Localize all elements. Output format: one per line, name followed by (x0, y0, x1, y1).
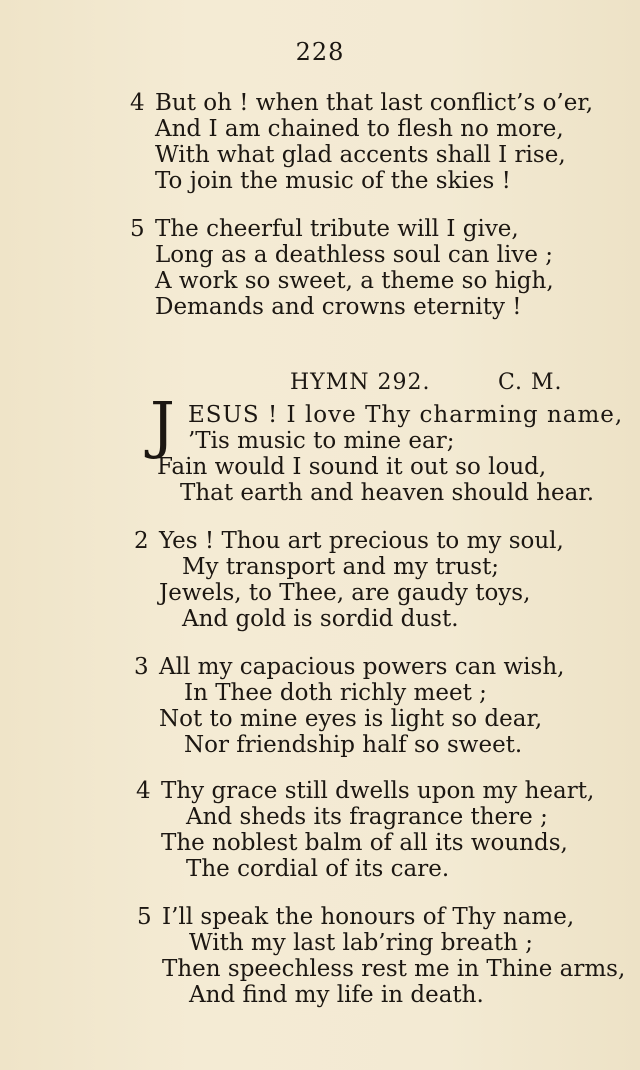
verse-line: And I am chained to flesh no more, (155, 116, 564, 142)
verse-line: Long as a deathless soul can live ; (155, 242, 554, 268)
verse-line: My transport and my trust; (182, 554, 500, 580)
verse-line: Thy grace still dwells upon my heart, (161, 778, 595, 804)
verse-line: But oh ! when that last conflict’s o’er, (155, 90, 594, 116)
verse-number: 5 (130, 216, 145, 242)
verse-line: To join the music of the skies ! (155, 168, 511, 194)
verse-line: And gold is sordid dust. (182, 606, 459, 632)
verse-line: ’Tis music to mine ear; (188, 428, 455, 454)
verse-number: 4 (136, 778, 151, 804)
verse-line: Yes ! Thou art precious to my soul, (159, 528, 564, 554)
verse-number: 2 (134, 528, 149, 554)
verse-line: Jewels, to Thee, are gaudy toys, (159, 580, 531, 606)
verse-line: And sheds its fragrance there ; (186, 804, 548, 830)
verse-number: 3 (134, 654, 149, 680)
verse-line: Nor friendship half so sweet. (184, 732, 523, 758)
verse-number: 5 (137, 904, 152, 930)
verse-line: Then speechless rest me in Thine arms, (162, 956, 626, 982)
verse-line: Not to mine eyes is light so dear, (159, 706, 543, 732)
verse-line: With my last lab’ring breath ; (189, 930, 533, 956)
verse-line: Demands and crowns eternity ! (155, 294, 522, 320)
verse-line: A work so sweet, a theme so high, (155, 268, 554, 294)
page-number: 228 (295, 38, 345, 66)
verse-line: With what glad accents shall I rise, (155, 142, 566, 168)
first-line: ESUS ! I love Thy charming name, (188, 402, 624, 428)
verse-line: The noblest balm of all its wounds, (161, 830, 568, 856)
verse-line: In Thee doth richly meet ; (184, 680, 487, 706)
verse-line: The cordial of its care. (186, 856, 450, 882)
verse-line: That earth and heaven should hear. (180, 480, 595, 506)
verse-line: And find my life in death. (189, 982, 484, 1008)
verse-line: I’ll speak the honours of Thy name, (162, 904, 575, 930)
verse-line: The cheerful tribute will I give, (155, 216, 519, 242)
hymn-meter: C. M. (498, 370, 563, 395)
drop-cap: J (150, 388, 175, 461)
verse-line: All my capacious powers can wish, (159, 654, 565, 680)
hymn-heading: HYMN 292. (290, 370, 431, 395)
verse-line: Fain would I sound it out so loud, (157, 454, 547, 480)
verse-number: 4 (130, 90, 145, 116)
